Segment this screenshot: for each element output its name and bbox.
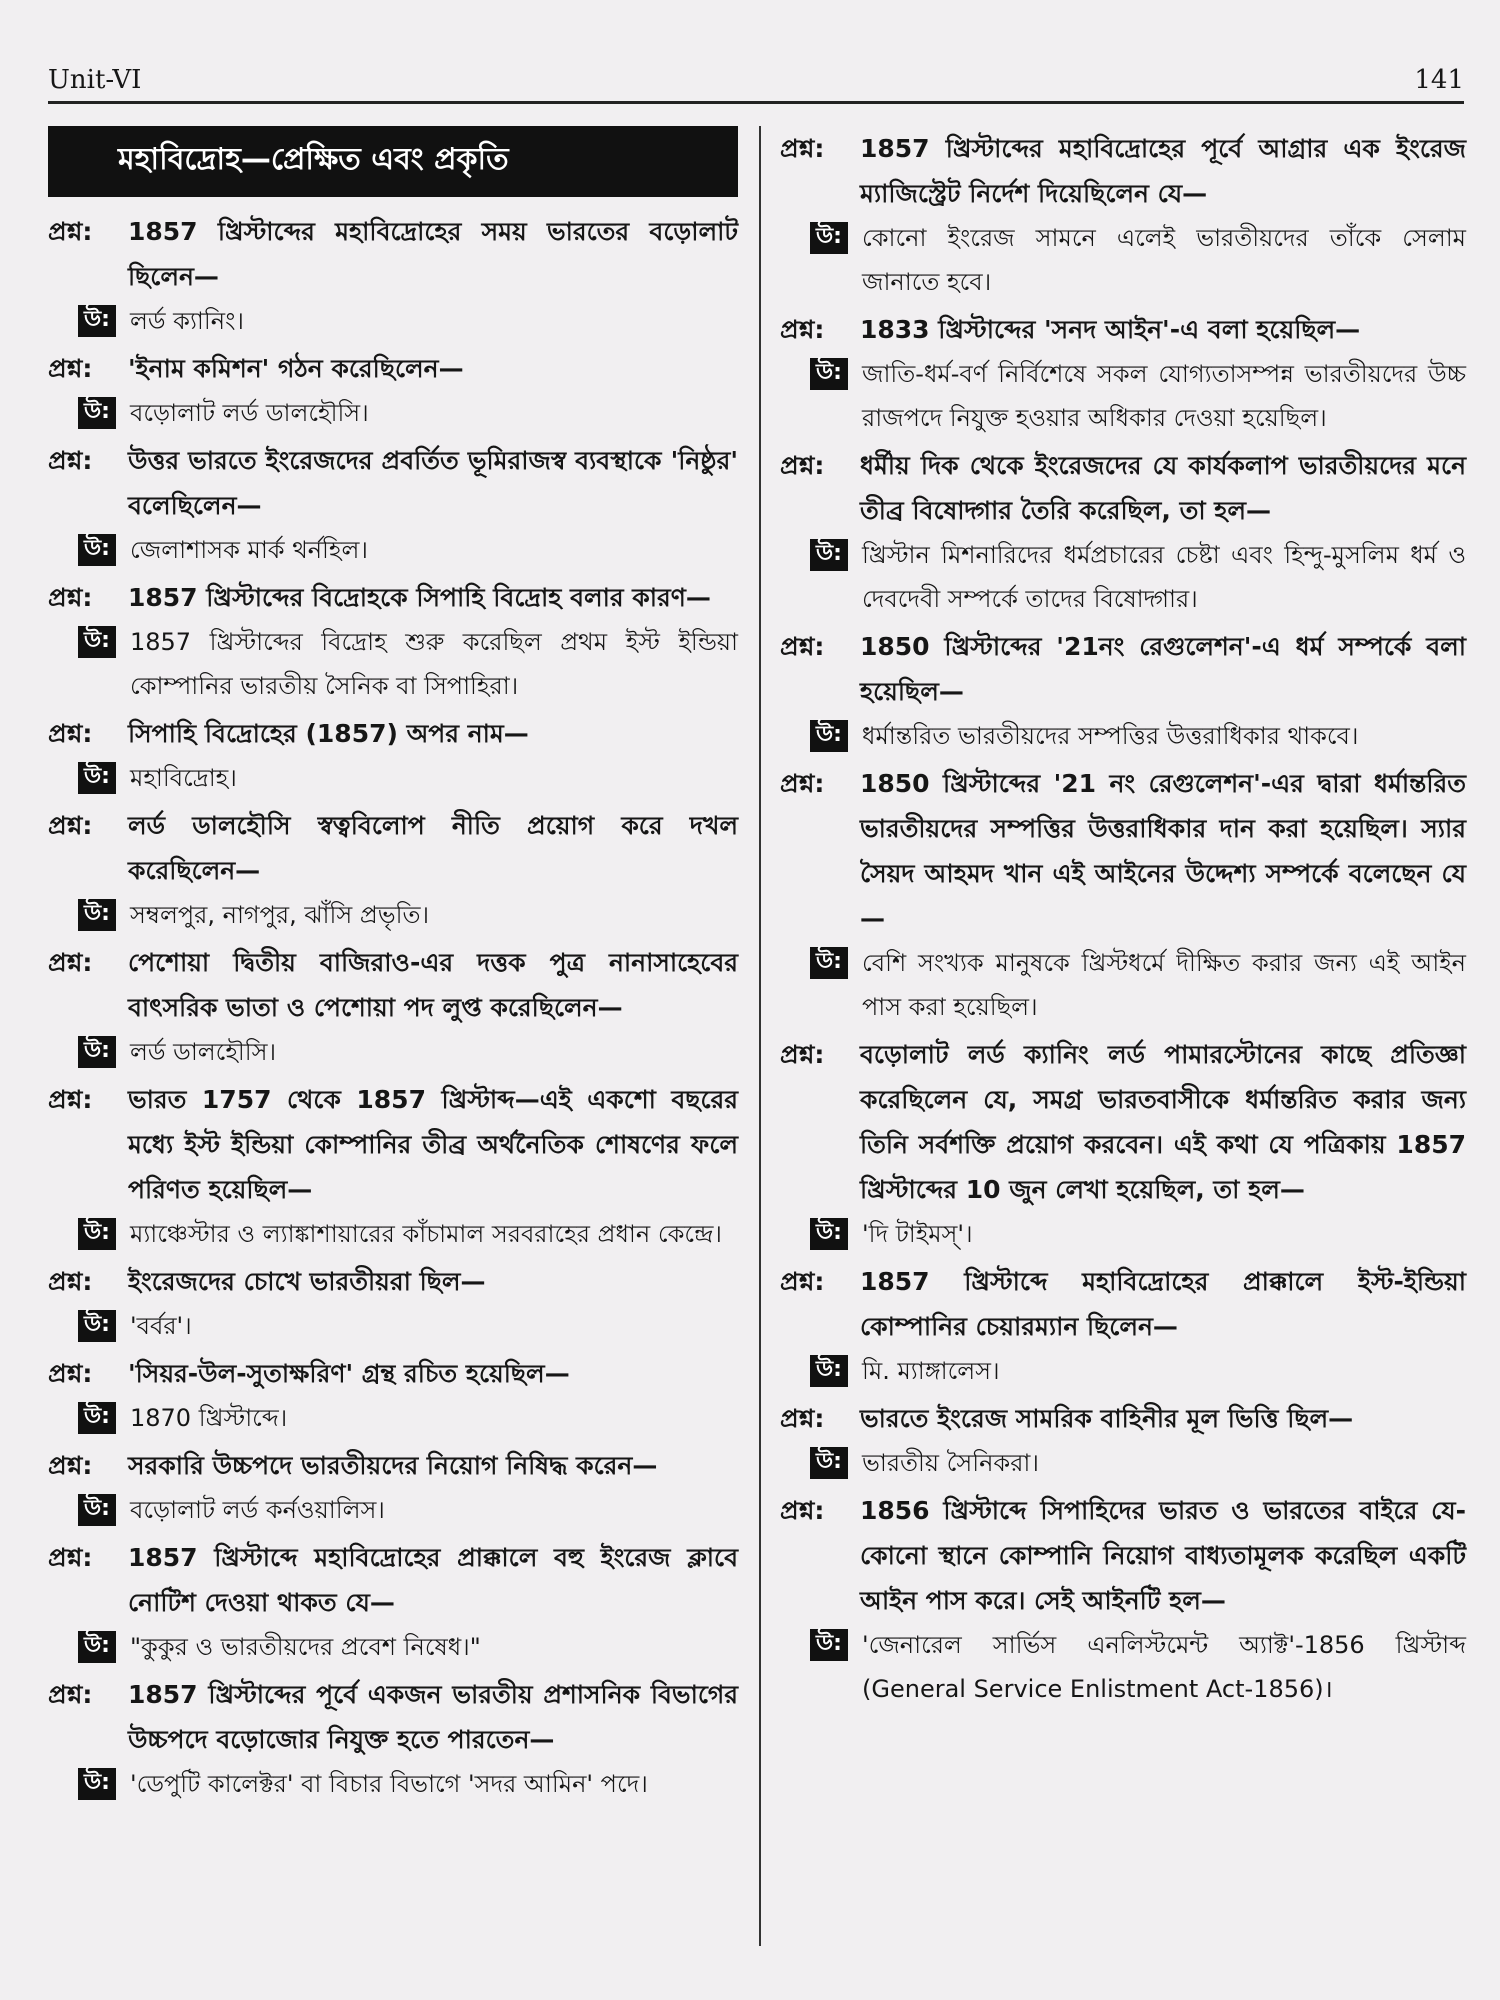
question-tag: প্রশ্ন: xyxy=(780,1040,825,1069)
question xyxy=(48,1672,738,1762)
answer-text: 1870 খ্রিস্টাব্দে। xyxy=(130,1404,288,1432)
qa-item xyxy=(780,307,1466,440)
question-tag: প্রশ্ন: xyxy=(48,811,93,840)
section-title: মহাবিদ্রোহ—প্রেক্ষিত এবং প্রকৃতি xyxy=(48,126,738,197)
answer-tag: উ: xyxy=(78,1036,116,1068)
answer xyxy=(780,941,1466,1029)
question xyxy=(780,624,1466,714)
question-tag: প্রশ্ন: xyxy=(780,769,825,798)
answer-text: মহাবিদ্রোহ। xyxy=(130,764,237,792)
answer-text: ধর্মান্তরিত ভারতীয়দের সম্পত্তির উত্তরাধিকার থাকবে। xyxy=(862,722,1359,750)
question xyxy=(780,1032,1466,1212)
question-tag: প্রশ্ন: xyxy=(48,948,93,977)
question-text: 'সিয়র-উল-সুতাক্ষরিণ' গ্রন্থ রচিত হয়েছিল— xyxy=(128,1359,570,1388)
question-tag: প্রশ্ন: xyxy=(48,1680,93,1709)
answer-tag: উ: xyxy=(810,222,848,254)
answer-tag: উ: xyxy=(810,1447,848,1479)
page-header xyxy=(48,52,1464,104)
qa-item xyxy=(48,209,738,343)
qa-item xyxy=(780,1488,1466,1711)
left-column xyxy=(48,126,738,1809)
qa-item xyxy=(48,940,738,1074)
question-text: 1856 খ্রিস্টাব্দে সিপাহিদের ভারত ও ভারতের বাইরে যে-কোনো স্থানে কোম্পানি নিয়োগ বাধ্যতামূলক করেছিল একটি আইন পাস করে। সেই আইনটি হল— xyxy=(860,1496,1466,1615)
answer-text: খ্রিস্টান মিশনারিদের ধর্মপ্রচারের চেষ্টা এবং হিন্দু-মুসলিম ধর্ম ও দেবদেবী সম্পর্কে তাদের বিষোদ্গার। xyxy=(862,541,1466,613)
question-tag: প্রশ্ন: xyxy=(48,583,93,612)
answer-text: 'দি টাইমস্'। xyxy=(862,1220,973,1248)
answer-tag: উ: xyxy=(810,358,848,390)
question xyxy=(48,1535,738,1625)
question-text: ইংরেজদের চোখে ভারতীয়রা ছিল— xyxy=(128,1267,486,1296)
question-text: সরকারি উচ্চপদে ভারতীয়দের নিয়োগ নিষিদ্ধ করেন— xyxy=(128,1451,658,1480)
answer-text: মি. ম্যাঙ্গালেস। xyxy=(862,1357,1000,1385)
question xyxy=(780,1488,1466,1623)
answer xyxy=(780,533,1466,621)
answer-tag: উ: xyxy=(810,1218,848,1250)
answer-text: 'ডেপুটি কালেক্টর' বা বিচার বিভাগে 'সদর আমিন' পদে। xyxy=(130,1770,648,1798)
answer xyxy=(48,893,738,937)
answer-tag: উ: xyxy=(78,1218,116,1250)
answer-text: বড়োলাট লর্ড কর্নওয়ালিস। xyxy=(130,1496,385,1524)
answer xyxy=(48,299,738,343)
answer-tag: উ: xyxy=(78,1768,116,1800)
qa-item xyxy=(780,443,1466,621)
question-tag: প্রশ্ন: xyxy=(48,354,93,383)
answer xyxy=(48,1488,738,1532)
question xyxy=(48,1259,738,1304)
right-qa-list xyxy=(780,126,1466,1711)
qa-item xyxy=(780,126,1466,304)
question-tag: প্রশ্ন: xyxy=(48,1451,93,1480)
answer-text: জাতি-ধর্ম-বর্ণ নির্বিশেষে সকল যোগ্যতাসম্পন্ন ভারতীয়দের উচ্চ রাজপদে নিযুক্ত হওয়ার অধিকার দেওয়া হয়েছিল। xyxy=(862,360,1466,432)
qa-item xyxy=(48,1443,738,1532)
question xyxy=(48,209,738,299)
qa-item xyxy=(780,1259,1466,1393)
question-tag: প্রশ্ন: xyxy=(780,632,825,661)
question xyxy=(48,803,738,893)
question xyxy=(48,575,738,620)
answer-text: কোনো ইংরেজ সামনে এলেই ভারতীয়দের তাঁকে সেলাম জানাতে হবে। xyxy=(862,224,1466,296)
question-text: 1857 খ্রিস্টাব্দের পূর্বে একজন ভারতীয় প্রশাসনিক বিভাগের উচ্চপদে বড়োজোর নিযুক্ত হতে পারতেন— xyxy=(128,1680,738,1754)
answer-text: 'বর্বর'। xyxy=(130,1312,192,1340)
answer xyxy=(48,1304,738,1348)
qa-item xyxy=(48,1672,738,1806)
answer-text: ভারতীয় সৈনিকরা। xyxy=(862,1449,1039,1477)
unit-label: Unit-VI xyxy=(48,65,142,95)
answer-text: ম্যাঞ্চেস্টার ও ল্যাঙ্কাশায়ারের কাঁচামাল সরবরাহের প্রধান কেন্দ্রে। xyxy=(130,1220,723,1248)
question-tag: প্রশ্ন: xyxy=(780,315,825,344)
answer-tag: উ: xyxy=(78,1494,116,1526)
qa-item xyxy=(48,438,738,572)
question-text: 1857 খ্রিস্টাব্দে মহাবিদ্রোহের প্রাক্কালে ইস্ট-ইন্ডিয়া কোম্পানির চেয়ারম্যান ছিলেন— xyxy=(860,1267,1466,1341)
question-text: 1850 খ্রিস্টাব্দের '21 নং রেগুলেশন'-এর দ্বারা ধর্মান্তরিত ভারতীয়দের সম্পত্তির উত্তরাধিকার দান করা হয়েছিল। স্যার সৈয়দ আহমদ খান এই আইনের উদ্দেশ্য সম্পর্কে বলেছেন যে— xyxy=(860,769,1466,933)
answer-text: "কুকুর ও ভারতীয়দের প্রবেশ নিষেধ।" xyxy=(130,1633,481,1661)
answer-tag: উ: xyxy=(810,539,848,571)
question xyxy=(780,1396,1466,1441)
left-qa-list xyxy=(48,209,738,1806)
answer xyxy=(48,1396,738,1440)
qa-item xyxy=(48,1535,738,1669)
answer xyxy=(48,1762,738,1806)
question-text: 1857 খ্রিস্টাব্দের বিদ্রোহকে সিপাহি বিদ্রোহ বলার কারণ— xyxy=(128,583,711,612)
question-tag: প্রশ্ন: xyxy=(48,446,93,475)
answer xyxy=(780,216,1466,304)
qa-item xyxy=(48,1259,738,1348)
question xyxy=(48,1443,738,1488)
question-tag: প্রশ্ন: xyxy=(48,1359,93,1388)
question-text: ধর্মীয় দিক থেকে ইংরেজদের যে কার্যকলাপ ভারতীয়দের মনে তীব্র বিষোদ্গার তৈরি করেছিল, তা হল— xyxy=(860,451,1466,525)
answer-tag: উ: xyxy=(810,947,848,979)
answer-text: 'জেনারেল সার্ভিস এনলিস্টমেন্ট অ্যাক্ট'-1856 খ্রিস্টাব্দ (General Service Enlistment Act-1856)। xyxy=(862,1631,1466,1703)
question-text: উত্তর ভারতে ইংরেজদের প্রবর্তিত ভূমিরাজস্ব ব্যবস্থাকে 'নিষ্ঠুর' বলেছিলেন— xyxy=(128,446,738,520)
answer-tag: উ: xyxy=(78,1631,116,1663)
answer-tag: উ: xyxy=(78,397,116,429)
answer xyxy=(780,1349,1466,1393)
question-tag: প্রশ্ন: xyxy=(48,1267,93,1296)
answer-tag: উ: xyxy=(78,1310,116,1342)
question-text: 1857 খ্রিস্টাব্দে মহাবিদ্রোহের প্রাক্কালে বহু ইংরেজ ক্লাবে নোটিশ দেওয়া থাকত যে— xyxy=(128,1543,738,1617)
question-text: পেশোয়া দ্বিতীয় বাজিরাও-এর দত্তক পুত্র নানাসাহেবের বাৎসরিক ভাতা ও পেশোয়া পদ লুপ্ত করেছিলেন— xyxy=(128,948,738,1022)
answer xyxy=(48,391,738,435)
answer xyxy=(780,714,1466,758)
question-tag: প্রশ্ন: xyxy=(780,1267,825,1296)
answer xyxy=(780,352,1466,440)
question-text: বড়োলাট লর্ড ক্যানিং লর্ড পামারস্টোনের কাছে প্রতিজ্ঞা করেছিলেন যে, সমগ্র ভারতবাসীকে ধর্মান্তরিত করার জন্য তিনি সর্বশক্তি প্রয়োগ করবেন। এই কথা যে পত্রিকায় 1857 খ্রিস্টাব্দের 10 জুন লেখা হয়েছিল, তা হল— xyxy=(860,1040,1466,1204)
question xyxy=(48,1077,738,1212)
question-text: 'ইনাম কমিশন' গঠন করেছিলেন— xyxy=(128,354,464,383)
question xyxy=(48,1351,738,1396)
question-tag: প্রশ্ন: xyxy=(48,1543,93,1572)
right-column xyxy=(780,126,1466,1714)
answer xyxy=(48,528,738,572)
question-tag: প্রশ্ন: xyxy=(48,217,93,246)
answer-tag: উ: xyxy=(78,305,116,337)
question-text: 1833 খ্রিস্টাব্দের 'সনদ আইন'-এ বলা হয়েছিল— xyxy=(860,315,1361,344)
question xyxy=(780,761,1466,941)
question xyxy=(780,126,1466,216)
question-text: লর্ড ডালহৌসি স্বত্ববিলোপ নীতি প্রয়োগ করে দখল করেছিলেন— xyxy=(128,811,738,885)
answer-text: লর্ড ক্যানিং। xyxy=(130,307,244,335)
answer xyxy=(48,620,738,708)
question xyxy=(48,711,738,756)
question-text: 1857 খ্রিস্টাব্দের মহাবিদ্রোহের সময় ভারতের বড়োলাট ছিলেন— xyxy=(128,217,738,291)
answer-text: বেশি সংখ্যক মানুষকে খ্রিস্টধর্মে দীক্ষিত করার জন্য এই আইন পাস করা হয়েছিল। xyxy=(862,949,1466,1021)
qa-item xyxy=(48,1351,738,1440)
answer-text: সম্বলপুর, নাগপুর, ঝাঁসি প্রভৃতি। xyxy=(130,901,430,929)
question-text: ভারত 1757 থেকে 1857 খ্রিস্টাব্দ—এই একশো বছরের মধ্যে ইস্ট ইন্ডিয়া কোম্পানির তীব্র অর্থনৈতিক শোষণের ফলে পরিণত হয়েছিল— xyxy=(128,1085,738,1204)
column-divider xyxy=(759,126,761,1946)
qa-item xyxy=(780,1032,1466,1256)
answer-tag: উ: xyxy=(810,1629,848,1661)
answer-tag: উ: xyxy=(78,626,116,658)
answer-tag: উ: xyxy=(78,1402,116,1434)
qa-item xyxy=(48,346,738,435)
question-tag: প্রশ্ন: xyxy=(780,134,825,163)
qa-item xyxy=(780,624,1466,758)
question-tag: প্রশ্ন: xyxy=(48,1085,93,1114)
answer-tag: উ: xyxy=(78,899,116,931)
answer xyxy=(780,1441,1466,1485)
question xyxy=(780,307,1466,352)
question-text: ভারতে ইংরেজ সামরিক বাহিনীর মূল ভিত্তি ছিল— xyxy=(860,1404,1354,1433)
qa-item xyxy=(48,575,738,708)
qa-item xyxy=(48,803,738,937)
page-number: 141 xyxy=(1414,65,1464,95)
answer xyxy=(48,1030,738,1074)
answer-text: বড়োলাট লর্ড ডালহৌসি। xyxy=(130,399,369,427)
answer xyxy=(780,1623,1466,1711)
question xyxy=(48,346,738,391)
question-tag: প্রশ্ন: xyxy=(780,451,825,480)
answer-tag: উ: xyxy=(810,1355,848,1387)
answer-text: জেলাশাসক মার্ক থর্নহিল। xyxy=(130,536,368,564)
answer-tag: উ: xyxy=(810,720,848,752)
question-tag: প্রশ্ন: xyxy=(780,1404,825,1433)
question-text: 1857 খ্রিস্টাব্দের মহাবিদ্রোহের পূর্বে আগ্রার এক ইংরেজ ম্যাজিস্ট্রেট নির্দেশ দিয়েছিলেন যে— xyxy=(860,134,1466,208)
answer-tag: উ: xyxy=(78,534,116,566)
answer-text: লর্ড ডালহৌসি। xyxy=(130,1038,277,1066)
qa-item xyxy=(48,1077,738,1256)
qa-item xyxy=(780,761,1466,1029)
answer xyxy=(48,1625,738,1669)
question-tag: প্রশ্ন: xyxy=(780,1496,825,1525)
question-text: 1850 খ্রিস্টাব্দের '21নং রেগুলেশন'-এ ধর্ম সম্পর্কে বলা হয়েছিল— xyxy=(860,632,1466,706)
question-text: সিপাহি বিদ্রোহের (1857) অপর নাম— xyxy=(128,719,529,748)
qa-item xyxy=(48,711,738,800)
question xyxy=(48,438,738,528)
qa-item xyxy=(780,1396,1466,1485)
answer-text: 1857 খ্রিস্টাব্দের বিদ্রোহ শুরু করেছিল প্রথম ইস্ট ইন্ডিয়া কোম্পানির ভারতীয় সৈনিক বা সিপাহিরা। xyxy=(130,628,738,700)
question-tag: প্রশ্ন: xyxy=(48,719,93,748)
answer xyxy=(48,1212,738,1256)
question xyxy=(48,940,738,1030)
question xyxy=(780,443,1466,533)
answer xyxy=(48,756,738,800)
question xyxy=(780,1259,1466,1349)
answer xyxy=(780,1212,1466,1256)
answer-tag: উ: xyxy=(78,762,116,794)
